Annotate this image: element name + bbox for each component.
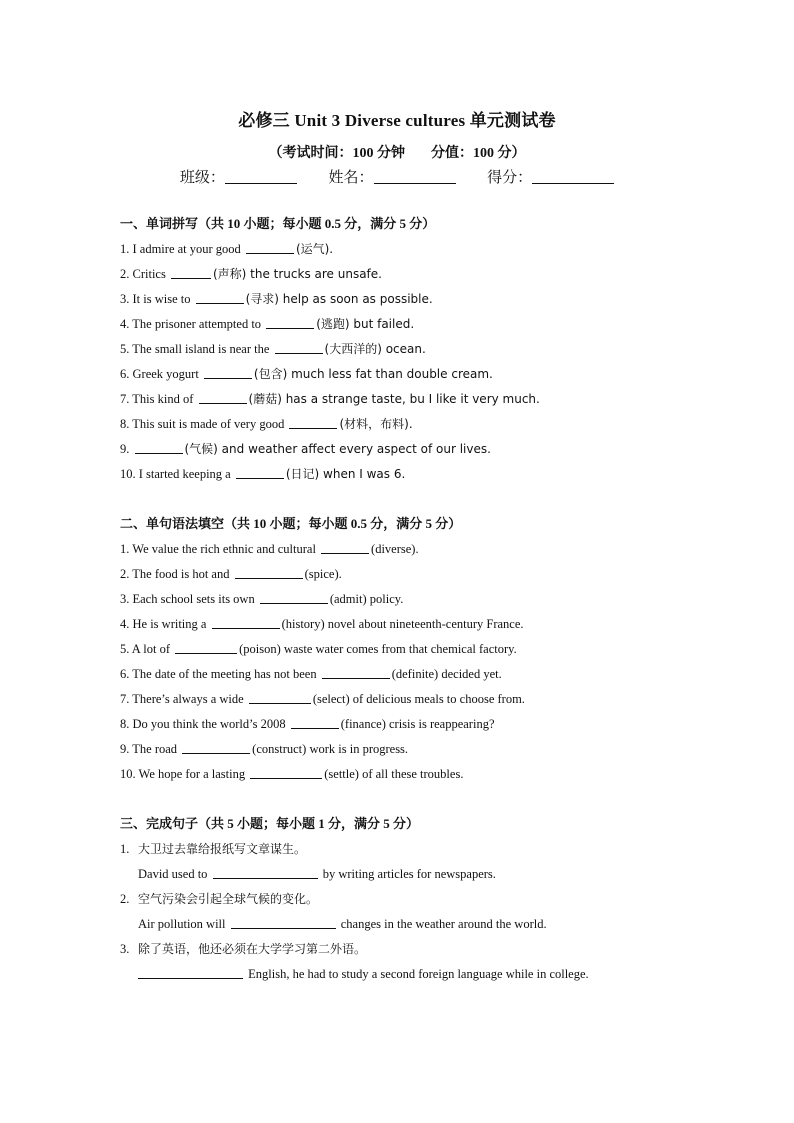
list-item: 9. The road (construct) work is in progress. bbox=[120, 742, 409, 756]
answer-blank[interactable] bbox=[175, 641, 237, 654]
class-field[interactable] bbox=[225, 169, 297, 184]
exam-meta bbox=[0, 142, 794, 162]
answer-blank[interactable] bbox=[196, 291, 244, 304]
answer-blank[interactable] bbox=[199, 391, 247, 404]
list-item: 4. The prisoner attempted to (逃跑) but failed. bbox=[120, 317, 415, 331]
answer-blank[interactable] bbox=[289, 416, 337, 429]
list-item: 6. Greek yogurt (包含) much less fat than double cream. bbox=[120, 367, 493, 381]
list-item: 4. He is writing a (history) novel about nineteenth-century France. bbox=[120, 617, 524, 631]
score-label: 得分： bbox=[487, 168, 533, 186]
score-field[interactable] bbox=[532, 169, 614, 184]
answer-blank[interactable] bbox=[249, 691, 311, 704]
list-item: 7. This kind of (蘑菇) has a strange taste, bu I like it very much. bbox=[120, 392, 540, 406]
list-item: 2. 空气污染会引起全球气候的变化。 bbox=[120, 892, 319, 906]
list-item: 3. It is wise to (寻求) help as soon as possible. bbox=[120, 292, 433, 306]
answer-blank[interactable] bbox=[236, 466, 284, 479]
list-item: 1. I admire at your good (运气). bbox=[120, 242, 334, 256]
list-item: 5. The small island is near the (大西洋的) ocean. bbox=[120, 342, 426, 356]
answer-blank[interactable] bbox=[182, 741, 250, 754]
list-item: 5. A lot of (poison) waste water comes from that chemical factory. bbox=[120, 642, 517, 656]
list-item: David used to by writing articles for newspapers. bbox=[138, 867, 496, 881]
answer-blank[interactable] bbox=[246, 241, 294, 254]
list-item: Air pollution will changes in the weather around the world. bbox=[138, 917, 547, 931]
answer-blank[interactable] bbox=[321, 541, 369, 554]
score-value: 分值：100 分） bbox=[431, 146, 526, 161]
answer-blank[interactable] bbox=[250, 766, 322, 779]
section-complete-sentences bbox=[120, 815, 680, 990]
list-item: 9. (气候) and weather affect every aspect of our lives. bbox=[120, 442, 491, 456]
answer-blank[interactable] bbox=[231, 916, 336, 929]
answer-blank[interactable] bbox=[291, 716, 339, 729]
section-heading: 三、完成句子（共 5 小题；每小题 1 分，满分 5 分） bbox=[120, 816, 420, 831]
section-heading: 二、单句语法填空（共 10 小题；每小题 0.5 分，满分 5 分） bbox=[120, 516, 462, 531]
answer-blank[interactable] bbox=[204, 366, 252, 379]
section-heading: 一、单词拼写（共 10 小题；每小题 0.5 分，满分 5 分） bbox=[120, 216, 436, 231]
name-label: 姓名： bbox=[328, 168, 374, 186]
answer-blank[interactable] bbox=[135, 441, 183, 454]
answer-blank[interactable] bbox=[171, 266, 211, 279]
class-label: 班级： bbox=[179, 168, 225, 186]
list-item: 3. Each school sets its own (admit) policy. bbox=[120, 592, 404, 606]
list-item: 1. We value the rich ethnic and cultural (diverse). bbox=[120, 542, 419, 556]
section-grammar-fill bbox=[120, 515, 680, 790]
list-item: 6. The date of the meeting has not been (definite) decided yet. bbox=[120, 667, 502, 681]
list-item: 2. The food is hot and (spice). bbox=[120, 567, 342, 581]
list-item: 3. 除了英语，他还必须在大学学习第二外语。 bbox=[120, 942, 367, 956]
list-item: 1. 大卫过去靠给报纸写文章谋生。 bbox=[120, 842, 307, 856]
answer-blank[interactable] bbox=[138, 966, 243, 979]
list-item: 10. We hope for a lasting (settle) of all these troubles. bbox=[120, 767, 464, 781]
answer-blank[interactable] bbox=[235, 566, 303, 579]
exam-time: （考试时间：100 分钟 bbox=[268, 146, 405, 161]
list-item: 8. Do you think the world’s 2008 (finance) crisis is reappearing? bbox=[120, 717, 495, 731]
list-item: 7. There’s always a wide (select) of delicious meals to choose from. bbox=[120, 692, 525, 706]
list-item: 10. I started keeping a (日记) when I was 6. bbox=[120, 467, 406, 481]
answer-blank[interactable] bbox=[213, 866, 318, 879]
answer-blank[interactable] bbox=[322, 666, 390, 679]
answer-blank[interactable] bbox=[260, 591, 328, 604]
answer-blank[interactable] bbox=[212, 616, 280, 629]
section-word-spelling bbox=[120, 215, 680, 490]
list-item: 8. This suit is made of very good (材料，布料). bbox=[120, 417, 413, 431]
name-field[interactable] bbox=[374, 169, 456, 184]
answer-blank[interactable] bbox=[266, 316, 314, 329]
list-item: English, he had to study a second foreign language while in college. bbox=[120, 965, 680, 990]
page-title: 必修三 Unit 3 Diverse cultures 单元测试卷 bbox=[238, 111, 556, 130]
student-info bbox=[0, 166, 794, 187]
answer-blank[interactable] bbox=[275, 341, 323, 354]
list-item: 2. Critics (声称) the trucks are unsafe. bbox=[120, 267, 382, 281]
